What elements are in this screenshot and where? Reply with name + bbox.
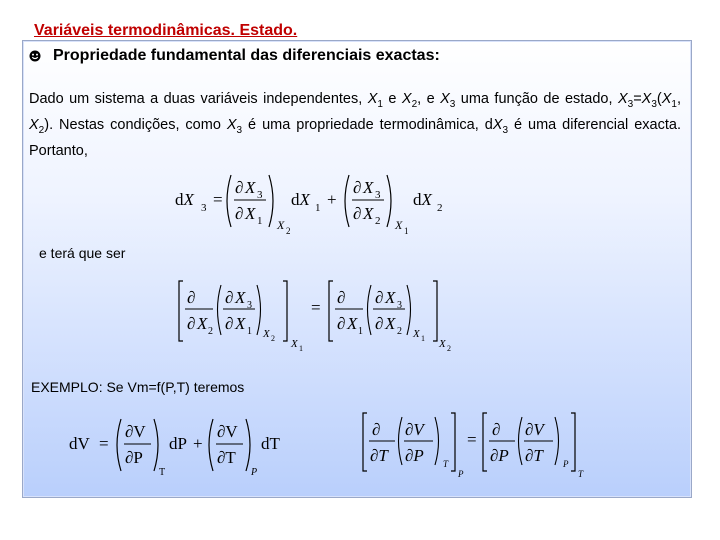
svg-text:X: X [347, 314, 358, 333]
svg-text:2: 2 [286, 226, 291, 236]
svg-text:X: X [245, 204, 256, 223]
equation-volume-mixed-derivatives [359, 409, 599, 486]
svg-text:∂: ∂ [235, 204, 244, 223]
subheading [29, 47, 440, 65]
svg-text:X: X [235, 288, 246, 307]
svg-text:X: X [395, 218, 403, 232]
svg-text:2: 2 [397, 326, 402, 337]
example-label: EXEMPLO: Se Vm=f(P,T) teremos [31, 379, 245, 395]
svg-text:3: 3 [247, 300, 252, 311]
svg-text:∂T: ∂T [370, 446, 388, 465]
svg-text:1: 1 [257, 215, 263, 227]
svg-text:1: 1 [358, 326, 363, 337]
svg-text:P: P [458, 469, 464, 479]
svg-text:X: X [235, 314, 246, 333]
svg-text:1: 1 [247, 326, 252, 337]
svg-text:X: X [263, 328, 270, 340]
svg-text:∂P: ∂P [125, 448, 143, 467]
svg-text:1: 1 [315, 202, 321, 214]
svg-text:∂: ∂ [187, 288, 196, 307]
svg-text:∂: ∂ [375, 288, 384, 307]
svg-text:1: 1 [404, 226, 409, 236]
svg-text:P: P [251, 467, 258, 478]
svg-text:∂P: ∂P [490, 446, 509, 465]
svg-text:1: 1 [421, 334, 425, 343]
svg-text:dX: dX [291, 190, 310, 209]
svg-text:3: 3 [397, 300, 402, 311]
svg-text:∂: ∂ [225, 288, 234, 307]
svg-text:=: = [99, 434, 109, 453]
svg-text:∂: ∂ [353, 178, 362, 197]
svg-text:∂: ∂ [492, 420, 501, 439]
subheading-text: Propriedade fundamental das diferenciais exactas: [53, 47, 440, 64]
svg-text:∂: ∂ [187, 314, 196, 333]
caption-then: e terá que ser [39, 245, 126, 261]
svg-text:dX: dX [413, 190, 432, 209]
svg-text:X: X [245, 178, 256, 197]
svg-text:X: X [197, 314, 208, 333]
svg-text:∂: ∂ [372, 420, 381, 439]
svg-text:X: X [385, 288, 396, 307]
svg-text:X: X [363, 204, 374, 223]
svg-text:∂P: ∂P [405, 446, 424, 465]
svg-text:2: 2 [271, 334, 275, 343]
svg-text:3: 3 [375, 189, 381, 201]
svg-text:dP: dP [169, 434, 187, 453]
svg-text:∂V: ∂V [217, 422, 238, 441]
svg-text:∂: ∂ [337, 288, 346, 307]
svg-text:2: 2 [437, 202, 443, 214]
svg-text:+: + [193, 434, 203, 453]
content-panel [22, 40, 692, 498]
svg-text:X: X [413, 328, 420, 340]
svg-text:X: X [363, 178, 374, 197]
svg-text:+: + [327, 190, 337, 209]
equation-mixed-derivatives [175, 275, 465, 360]
svg-text:dX: dX [175, 190, 194, 209]
svg-text:3: 3 [201, 202, 207, 214]
equation-total-differential [173, 169, 463, 244]
svg-text:T: T [443, 459, 449, 469]
svg-text:∂: ∂ [337, 314, 346, 333]
svg-text:∂V: ∂V [405, 420, 424, 439]
smiley-face-icon [29, 50, 41, 62]
svg-text:1: 1 [299, 344, 303, 353]
svg-text:dV: dV [69, 434, 90, 453]
slide-title: Variáveis termodinâmicas. Estado. [34, 22, 298, 39]
svg-text:X: X [385, 314, 396, 333]
svg-text:X: X [291, 338, 298, 350]
svg-text:∂T: ∂T [217, 448, 236, 467]
equation-volume-differential [67, 411, 297, 486]
svg-text:=: = [213, 190, 223, 209]
intro-paragraph: Dado um sistema a duas variáveis independentes, $X_1$ e $X_2$, e $X_3$ uma função de estado, $X_3=X_3(X_1$, $X_2$). Nestas condições, como $X_3$ é uma propriedade termodinâmica, $dX_3$ é uma diferencial exacta. Portanto, [29, 91, 682, 159]
svg-text:P: P [563, 459, 569, 469]
svg-text:∂: ∂ [375, 314, 384, 333]
svg-text:2: 2 [208, 326, 213, 337]
svg-text:T: T [578, 469, 584, 479]
svg-text:∂T: ∂T [525, 446, 543, 465]
svg-text:X: X [439, 338, 446, 350]
svg-text:∂: ∂ [353, 204, 362, 223]
svg-text:dT: dT [261, 434, 280, 453]
svg-text:∂: ∂ [225, 314, 234, 333]
svg-text:∂V: ∂V [525, 420, 544, 439]
svg-text:2: 2 [447, 344, 451, 353]
svg-text:3: 3 [257, 189, 263, 201]
svg-text:=: = [467, 430, 477, 449]
svg-text:T: T [159, 467, 166, 478]
svg-text:X: X [277, 218, 285, 232]
svg-text:2: 2 [375, 215, 381, 227]
svg-text:∂V: ∂V [125, 422, 146, 441]
svg-text:∂: ∂ [235, 178, 244, 197]
svg-text:=: = [311, 298, 321, 317]
